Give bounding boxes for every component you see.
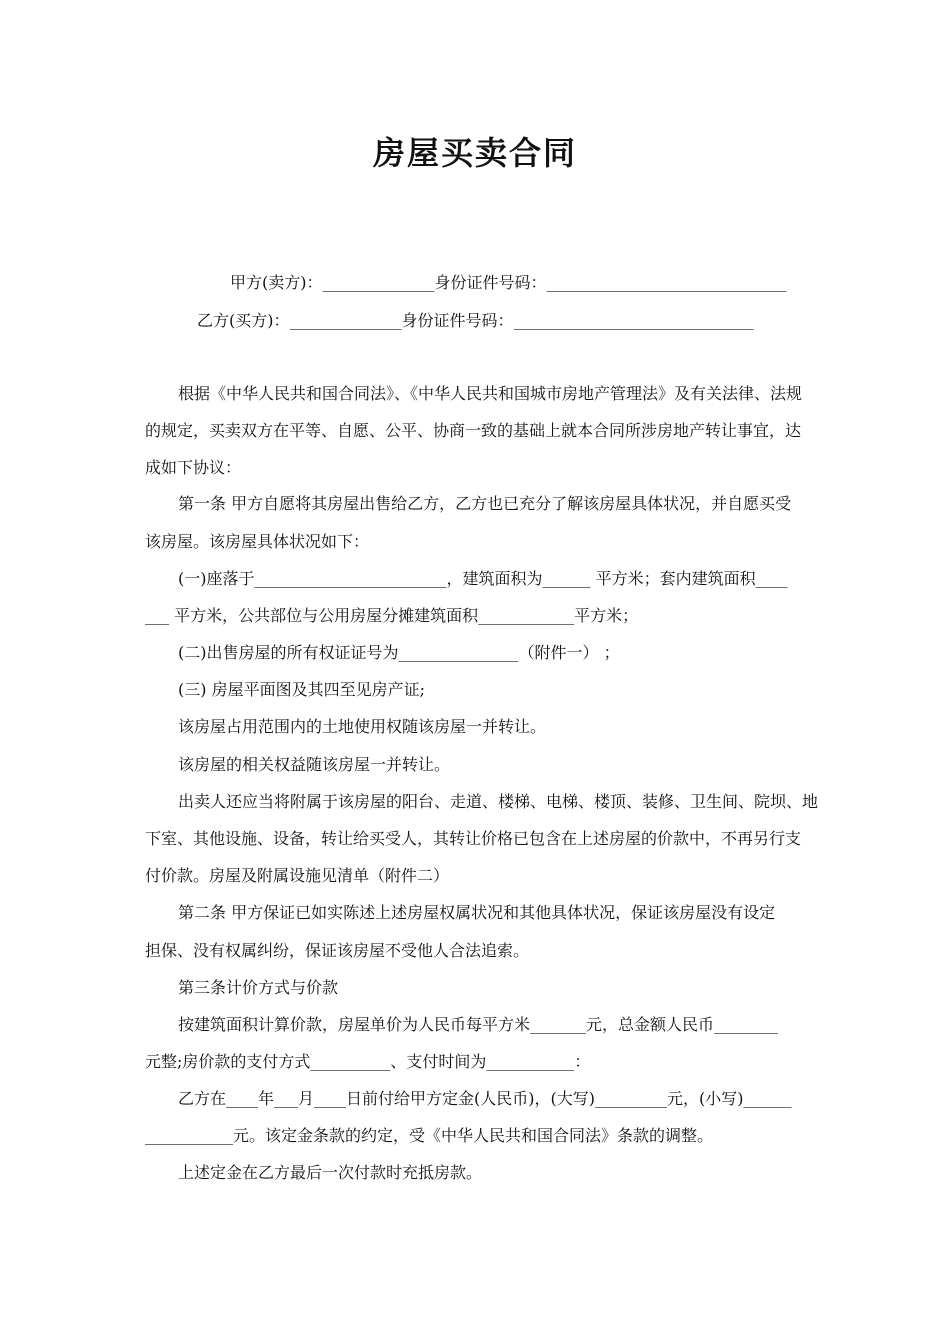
article-2-line-1: 第二条 甲方保证已如实陈述上述房屋权属状况和其他具体状况，保证该房屋没有设定 <box>178 903 776 922</box>
attachments-line-2: 下室、其他设施、设备，转让给买受人，其转让价格已包含在上述房屋的价款中，不再另行支 <box>145 829 802 848</box>
deposit-line-1: 乙方在____年___月____日前付给甲方定金(人民币)，(大写)_________元，(小写)______ <box>178 1089 792 1108</box>
attachments-line-1: 出卖人还应当将附属于该房屋的阳台、走道、楼梯、电梯、楼顶、装修、卫生间、院坝、地 <box>178 792 819 811</box>
attachments-line-3: 付价款。房屋及附属设施见清单（附件二） <box>145 866 450 885</box>
article-1-line-1: 第一条 甲方自愿将其房屋出售给乙方，乙方也已充分了解该房屋具体状况，并自愿买受 <box>178 494 792 513</box>
deposit-line-2: ___________元。该定金条款的约定，受《中华人民共和国合同法》条款的调整。 <box>145 1126 714 1145</box>
party-a-line: 甲方(卖方)：______________身份证件号码：______________________________ <box>230 273 787 292</box>
article-3-heading: 第三条计价方式与价款 <box>178 978 339 997</box>
price-line-2: 元整;房价款的支付方式__________、支付时间为___________： <box>145 1052 591 1071</box>
article-1-line-2: 该房屋。该房屋具体状况如下： <box>145 532 370 551</box>
item-2-line: (二)出售房屋的所有权证证号为_______________（附件一） ； <box>178 643 620 662</box>
deposit-offset-line: 上述定金在乙方最后一次付款时充抵房款。 <box>178 1163 483 1182</box>
preamble-line-2: 的规定，买卖双方在平等、自愿、公平、协商一致的基础上就本合同所涉房地产转让事宜，达 <box>145 421 802 440</box>
price-line-1: 按建筑面积计算价款，房屋单价为人民币每平方米_______元，总金额人民币________ <box>178 1015 779 1034</box>
preamble-line-1: 根据《中华人民共和国合同法》、《中华人民共和国城市房地产管理法》及有关法律、法规 <box>178 384 803 403</box>
item-1-line-1: (一)座落于________________________，建筑面积为______ 平方米；套内建筑面积____ <box>178 569 788 588</box>
rights-line: 该房屋的相关权益随该房屋一并转让。 <box>178 755 451 774</box>
item-3-line: (三) 房屋平面图及其四至见房产证; <box>178 680 425 699</box>
article-2-line-2: 担保、没有权属纠纷，保证该房屋不受他人合法追索。 <box>145 941 530 960</box>
land-use-line: 该房屋占用范围内的土地使用权随该房屋一并转让。 <box>178 717 547 736</box>
item-1-line-2: ___ 平方米，公共部位与公用房屋分摊建筑面积____________平方米； <box>145 606 639 625</box>
preamble-line-3: 成如下协议： <box>145 458 242 477</box>
document-title: 房屋买卖合同 <box>372 134 577 172</box>
party-b-line: 乙方(买方)：______________身份证件号码：______________________________ <box>197 311 754 330</box>
